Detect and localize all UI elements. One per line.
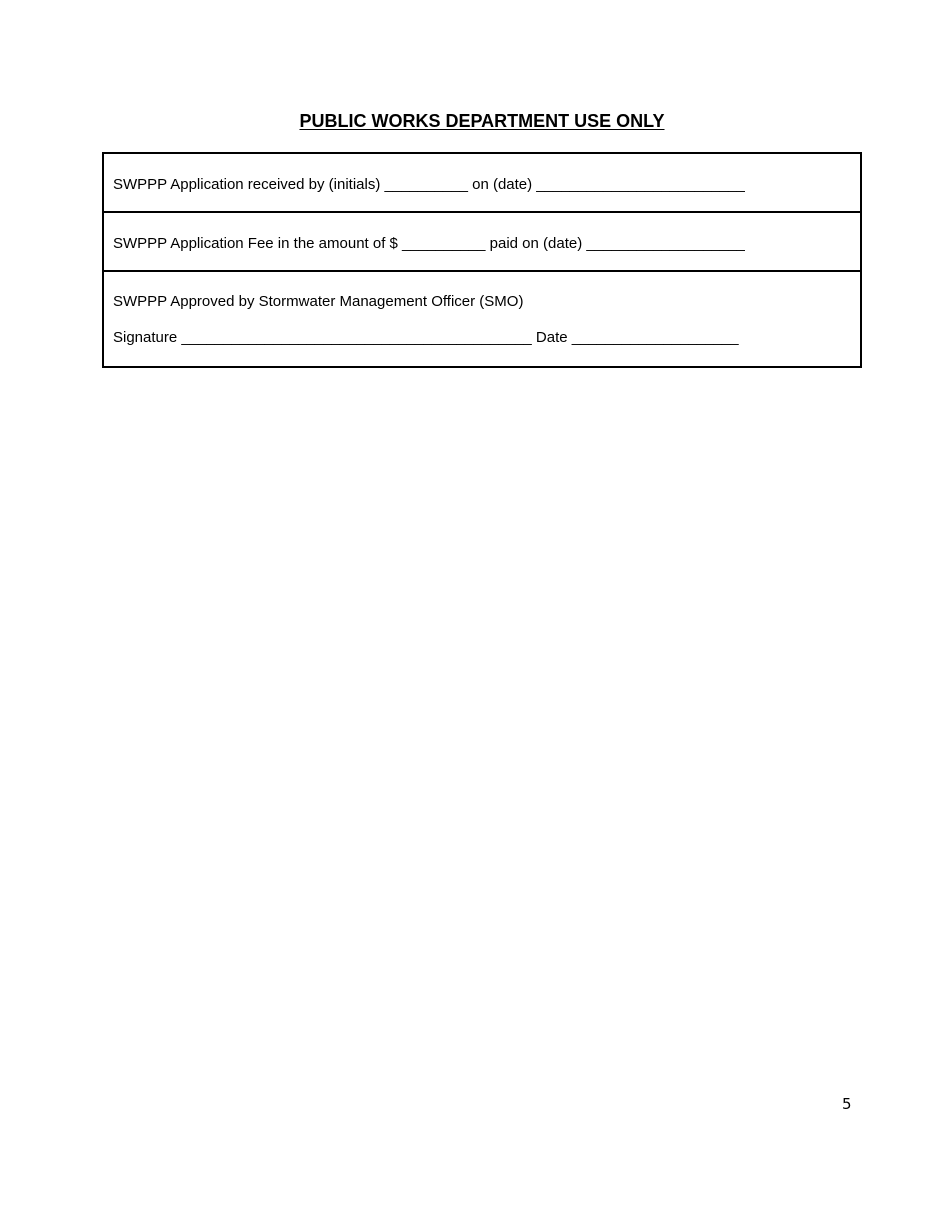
application-received-row bbox=[104, 154, 860, 213]
application-fee-text: SWPPP Application Fee in the amount of $ __________ paid on (date) ___________________ bbox=[113, 235, 745, 252]
smo-approval-text: SWPPP Approved by Stormwater Management Officer (SMO) bbox=[113, 293, 524, 310]
application-received-text: SWPPP Application received by (initials) __________ on (date) _________________________ bbox=[113, 176, 745, 193]
page-title: PUBLIC WORKS DEPARTMENT USE ONLY bbox=[299, 111, 665, 131]
page-number: 5 bbox=[842, 1095, 852, 1113]
smo-approval-row bbox=[104, 272, 860, 366]
department-use-form bbox=[102, 152, 862, 368]
application-fee-row bbox=[104, 213, 860, 272]
signature-date-line: Signature __________________________________________ Date ____________________ bbox=[113, 329, 739, 346]
